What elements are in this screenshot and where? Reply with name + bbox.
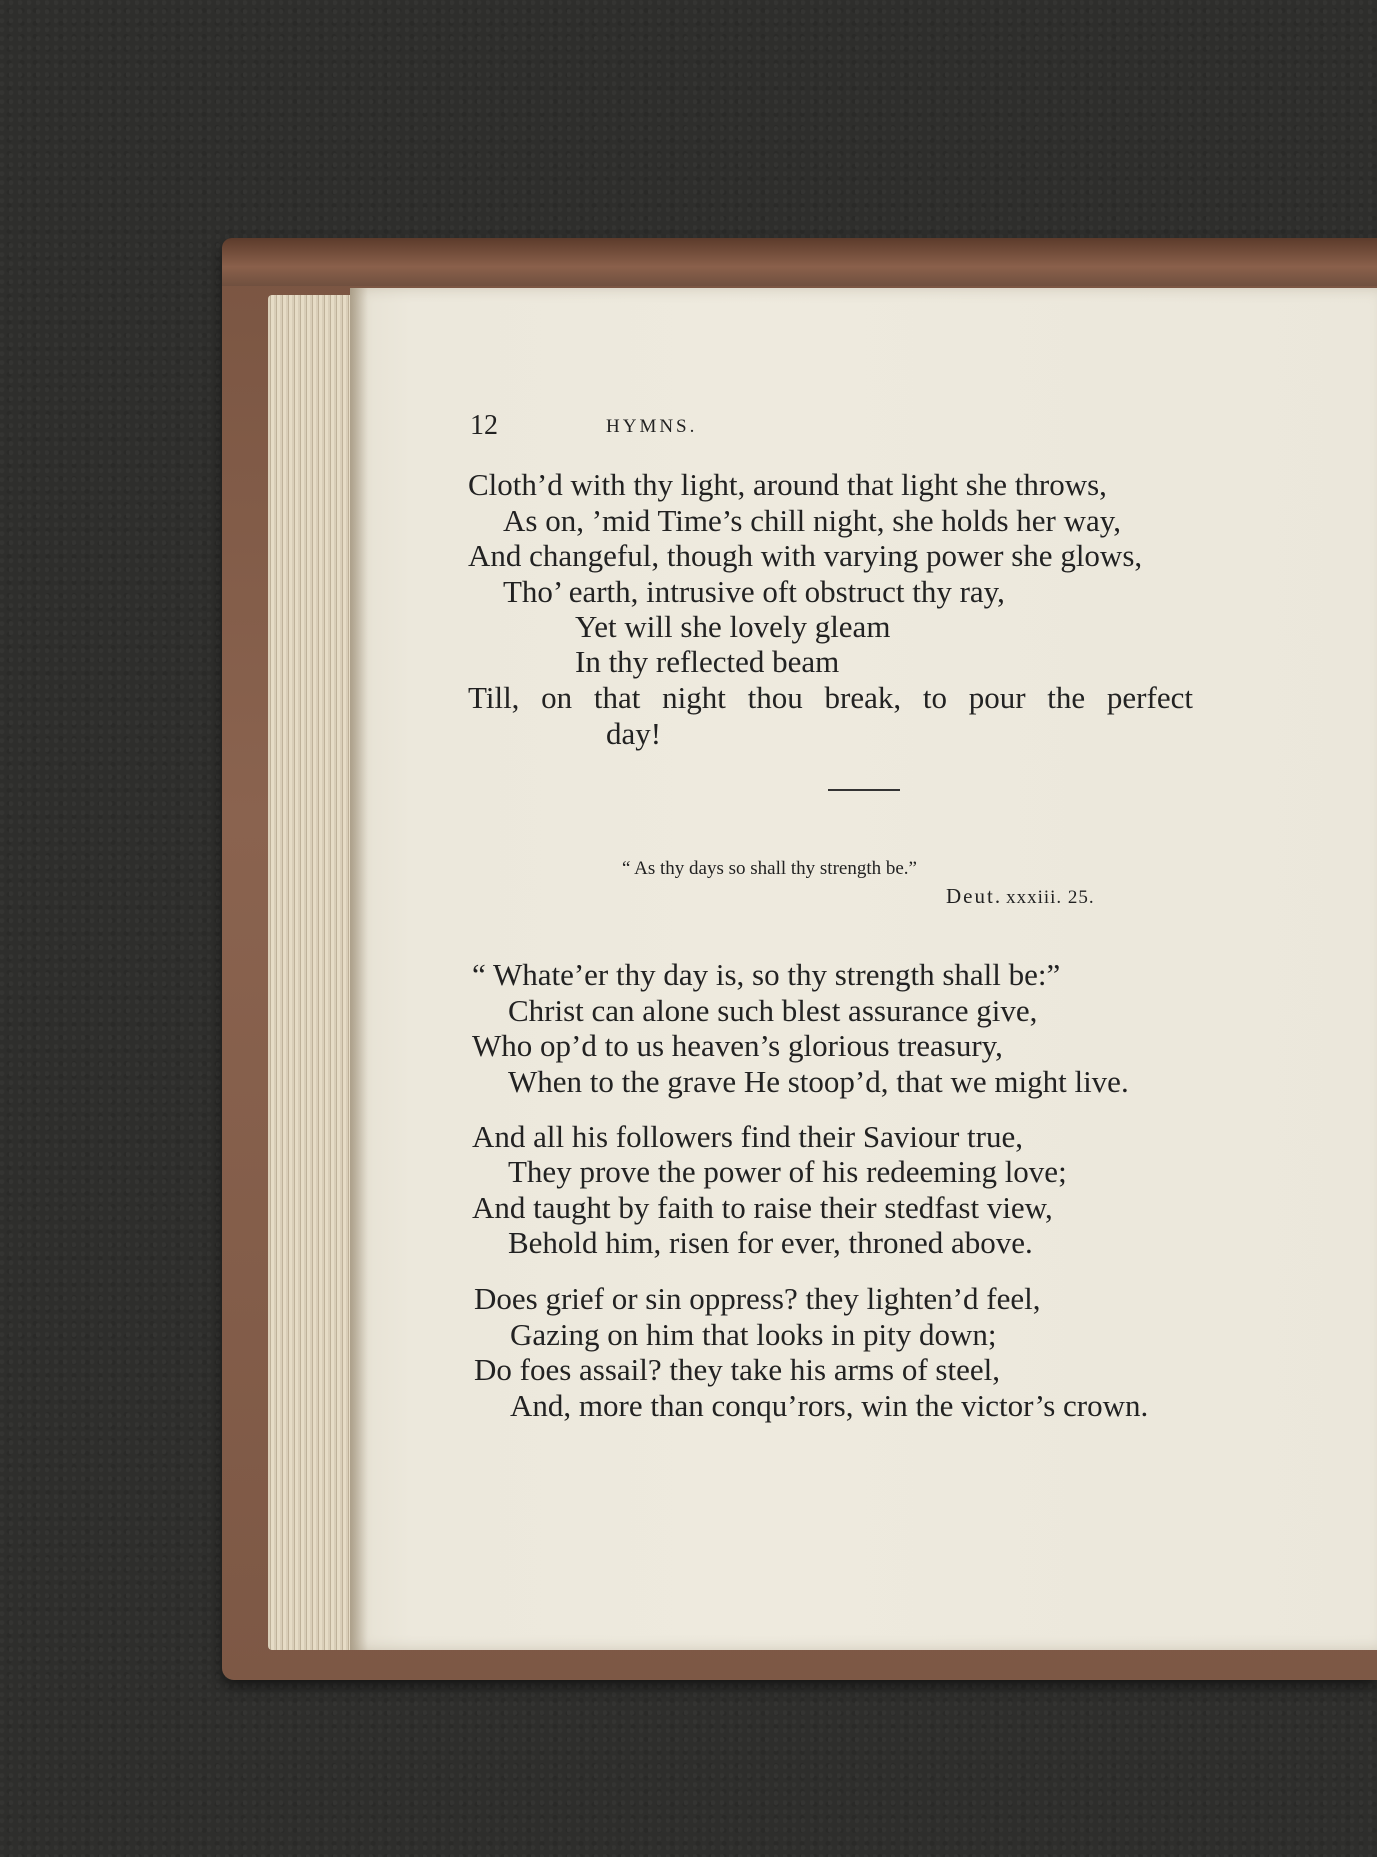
hymn-s1-line-2: Christ can alone such blest assurance give,: [508, 993, 1038, 1028]
hymn-s3-line-2: Gazing on him that looks in pity down;: [510, 1317, 997, 1352]
stanza1-line-5: Yet will she lovely gleam: [575, 609, 891, 644]
hymn-s1-line-4: When to the grave He stoop’d, that we might live.: [508, 1064, 1129, 1099]
stanza1-line-7: Till, on that night thou break, to pour the perfect: [468, 680, 1193, 715]
spine-shadow: [350, 288, 368, 1650]
stanza1-line-2: As on, ’mid Time’s chill night, she holds her way,: [503, 503, 1121, 538]
hymn-s3-line-1: Does grief or sin oppress? they lighten’d feel,: [474, 1281, 1041, 1316]
stanza1-line-4: Tho’ earth, intrusive oft obstruct thy ray,: [503, 574, 1005, 609]
stanza1-line-3: And changeful, though with varying power she glows,: [468, 538, 1143, 573]
running-head: HYMNS.: [606, 416, 698, 437]
stanza1-line-1: Cloth’d with thy light, around that light she throws,: [468, 467, 1107, 502]
page-edges: [268, 295, 358, 1650]
hymn-s2-line-4: Behold him, risen for ever, throned above.: [508, 1225, 1033, 1260]
stanza1-line-6: In thy reflected beam: [575, 644, 840, 679]
hymn-s1-line-3: Who op’d to us heaven’s glorious treasury,: [472, 1028, 1003, 1063]
hymn-s2-line-3: And taught by faith to raise their stedfast view,: [472, 1190, 1053, 1225]
epigraph-quote: “ As thy days so shall thy strength be.”: [622, 858, 917, 879]
hymn-s1-line-1: “ Whate’er thy day is, so thy strength shall be:”: [472, 957, 1061, 992]
hymn-s3-line-3: Do foes assail? they take his arms of steel,: [474, 1352, 1000, 1387]
hymn-s2-line-1: And all his followers find their Saviour true,: [472, 1119, 1024, 1154]
page-number: 12: [470, 410, 498, 441]
book-cover-top-edge: [222, 238, 1377, 286]
hymn-s3-line-4: And, more than conqu’rors, win the victor’s crown.: [510, 1388, 1149, 1423]
epigraph-verse: xxxiii. 25.: [1006, 887, 1095, 908]
epigraph-book: Deut.: [946, 884, 1003, 908]
stanza1-line-8: day!: [606, 716, 662, 751]
section-divider: [828, 789, 900, 791]
epigraph-reference: [946, 884, 1095, 909]
hymn-s2-line-2: They prove the power of his redeeming love;: [508, 1154, 1067, 1189]
